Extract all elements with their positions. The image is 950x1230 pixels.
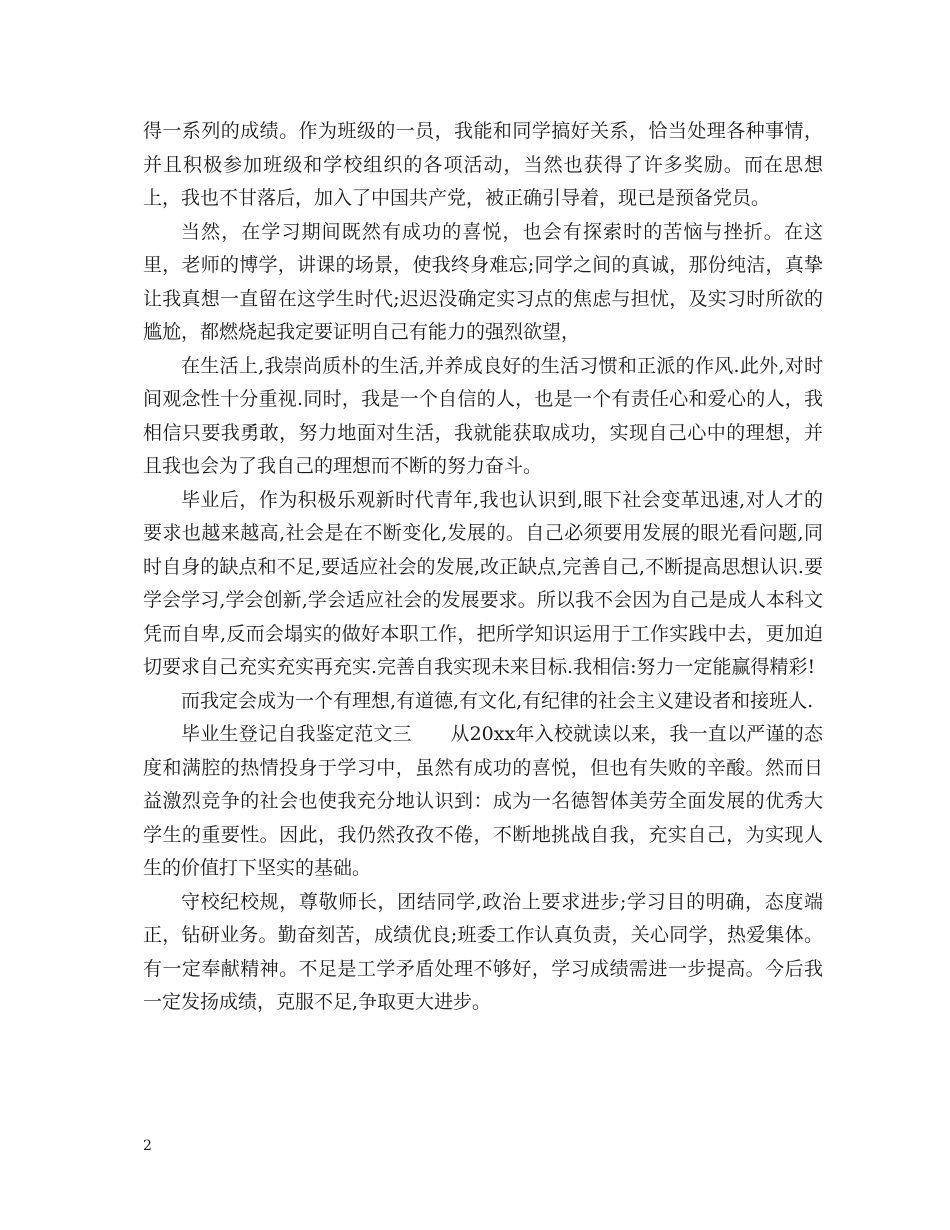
- paragraph-5: 而我定会成为一个有理想,有道德,有文化,有纪律的社会主义建设者和接班人.: [181, 689, 814, 712]
- paragraph-4: 毕业后，作为积极乐观新时代青年,我也认识到,眼下社会变革迅速,对人才的要求也越来越高,社会是在不断变化,发展的。自己必须要用发展的眼光看问题,同时自身的缺点和不足,要适应社会的发展,改正缺点,完善自己,不断提高思想认识.要学会学习,学会创新,学会适应社会的发展要求。所以我不会因为自己是成人本科文凭而自卑,反而会塌实的做好本职工作，把所学知识运用于工作实践中去，更加迫切要求自己充实充实再充实.完善自我实现未来目标.我相信:努力一定能赢得精彩!: [143, 488, 823, 678]
- paragraph-2: 当然，在学习期间既然有成功的喜悦，也会有探索时的苦恼与挫折。在这里，老师的博学，讲课的场景，使我终身难忘;同学之间的真诚，那份纯洁，真挚让我真想一直留在这学生时代;迟迟没确定实习点的焦虑与担忧，及实习时所欲的尴尬，都燃烧起我定要证明自己有能力的强烈欲望，: [143, 220, 823, 343]
- paragraph-1: 得一系列的成绩。作为班级的一员，我能和同学搞好关系，恰当处理各种事情，并且积极参加班级和学校组织的各项活动，当然也获得了许多奖励。而在思想上，我也不甘落后，加入了中国共产党，被正确引导着，现已是预备党员。: [143, 120, 823, 209]
- paragraph-6: 毕业生登记自我鉴定范文三 从20xx年入校就读以来，我一直以严谨的态度和满腔的热情投身于学习中，虽然有成功的喜悦，但也有失败的辛酸。然而日益激烈竞争的社会也使我充分地认识到：成为一名德智体美劳全面发展的优秀大学生的重要性。因此，我仍然孜孜不倦，不断地挑战自我，充实自己，为实现人生的价值打下坚实的基础。: [143, 723, 823, 879]
- page-number: 2: [143, 1138, 152, 1154]
- document-body: [143, 115, 823, 1020]
- paragraph-7: 守校纪校规，尊敬师长，团结同学,政治上要求进步;学习目的明确，态度端正，钻研业务。勤奋刻苦，成绩优良;班委工作认真负责，关心同学，热爱集体。有一定奉献精神。不足是工学矛盾处理不够好，学习成绩需进一步提高。今后我一定发扬成绩，克服不足,争取更大进步。: [143, 890, 823, 1013]
- paragraph-3: 在生活上,我崇尚质朴的生活,并养成良好的生活习惯和正派的作风.此外,对时间观念性十分重视.同时，我是一个自信的人，也是一个有责任心和爱心的人，我相信只要我勇敢，努力地面对生活，我就能获取成功，实现自己心中的理想，并且我也会为了我自己的理想而不断的努力奋斗。: [143, 354, 823, 477]
